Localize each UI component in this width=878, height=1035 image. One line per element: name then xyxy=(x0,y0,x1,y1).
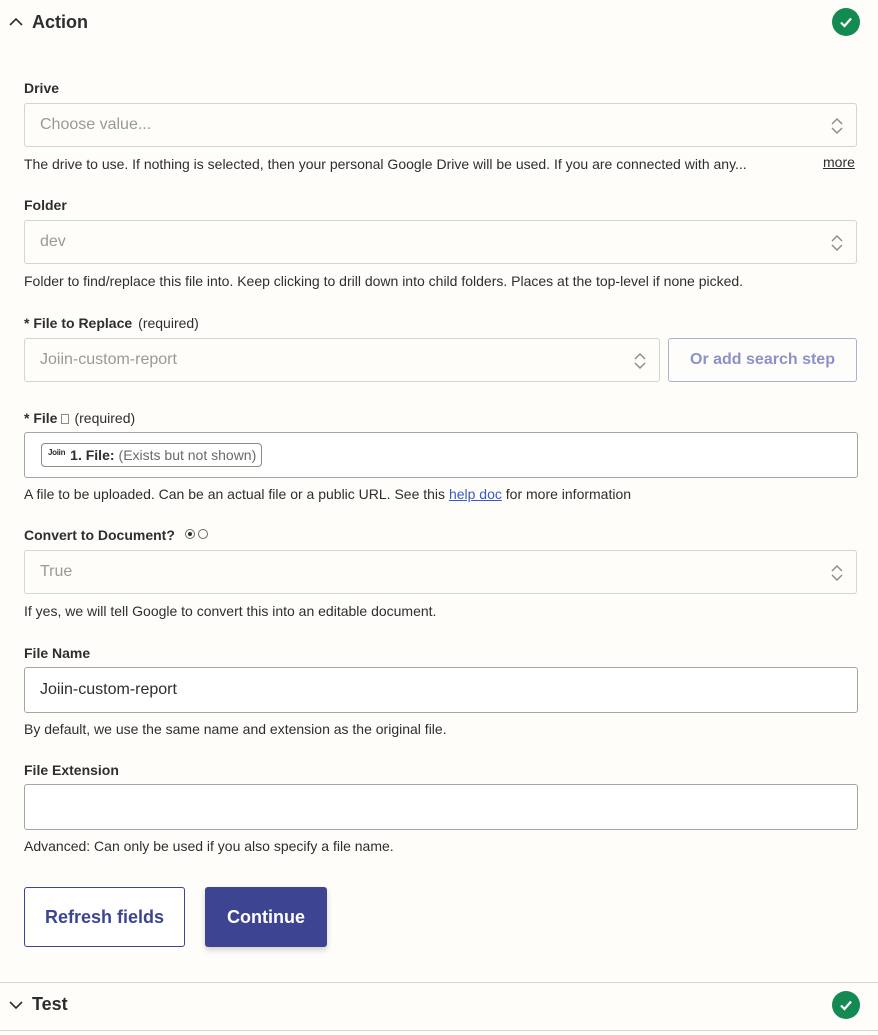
divider xyxy=(0,1030,878,1031)
mapped-field-pill[interactable] xyxy=(41,443,262,467)
file-extension-input[interactable] xyxy=(24,784,858,830)
convert-select[interactable] xyxy=(24,550,857,594)
pill-key: 1. File: xyxy=(70,447,115,463)
section-title-action: Action xyxy=(32,11,88,32)
file-help: A file to be uploaded. Can be an actual file or a public URL. See this help doc for more information xyxy=(24,486,632,502)
drive-select[interactable] xyxy=(24,103,857,147)
file-icon xyxy=(61,414,69,424)
file-input[interactable] xyxy=(24,432,858,478)
select-arrows-icon xyxy=(633,352,647,370)
file-name-help: By default, we use the same name and extension as the original file. xyxy=(24,721,447,737)
file-label: * File (required) xyxy=(24,410,136,426)
select-arrows-icon xyxy=(830,234,844,252)
pill-value: (Exists but not shown) xyxy=(118,447,257,463)
file-to-replace-value: Joiin-custom-report xyxy=(40,351,177,368)
joiin-logo: Joiin xyxy=(48,447,66,457)
drive-label: Drive xyxy=(24,80,60,96)
chevron-up-icon xyxy=(8,14,24,30)
file-extension-label: File Extension xyxy=(24,762,119,778)
file-name-input[interactable] xyxy=(24,667,858,713)
folder-value: dev xyxy=(40,233,66,250)
convert-help: If yes, we will tell Google to convert this into an editable document. xyxy=(24,603,437,619)
radio-selected-icon[interactable] xyxy=(185,529,195,539)
file-extension-help: Advanced: Can only be used if you also specify a file name. xyxy=(24,838,394,854)
required-tag: (required) xyxy=(74,410,136,426)
drive-help: The drive to use. If nothing is selected, then your personal Google Drive will be used. If you are connected with any... xyxy=(24,156,747,172)
required-tag: (required) xyxy=(138,315,199,331)
radio-unselected-icon[interactable] xyxy=(198,529,208,539)
folder-label: Folder xyxy=(24,197,67,213)
file-to-replace-select[interactable] xyxy=(24,338,660,382)
test-section-header[interactable] xyxy=(0,982,878,1026)
folder-select[interactable] xyxy=(24,220,857,264)
refresh-fields-button[interactable]: Refresh fields xyxy=(24,887,185,947)
file-name-label: File Name xyxy=(24,645,91,661)
folder-help: Folder to find/replace this file into. Keep clicking to drill down into child folders. Places at the top-level if none picked. xyxy=(24,273,744,289)
file-name-value: Joiin-custom-report xyxy=(40,681,177,698)
section-title-test: Test xyxy=(32,994,68,1014)
chevron-down-icon xyxy=(8,997,24,1013)
check-icon xyxy=(832,8,860,36)
select-arrows-icon xyxy=(830,564,844,582)
check-icon xyxy=(832,991,860,1019)
action-section-header[interactable] xyxy=(0,0,878,44)
mode-toggle[interactable] xyxy=(185,529,208,539)
more-link[interactable]: more xyxy=(823,154,855,170)
select-arrows-icon xyxy=(830,117,844,135)
convert-label: Convert to Document? xyxy=(24,527,175,543)
continue-button[interactable]: Continue xyxy=(205,887,327,947)
drive-placeholder: Choose value... xyxy=(40,116,152,133)
convert-value: True xyxy=(40,563,73,580)
add-search-step-button[interactable]: Or add search step xyxy=(668,338,857,382)
help-doc-link[interactable]: help doc xyxy=(448,486,502,502)
file-to-replace-label: * File to Replace (required) xyxy=(24,315,199,331)
